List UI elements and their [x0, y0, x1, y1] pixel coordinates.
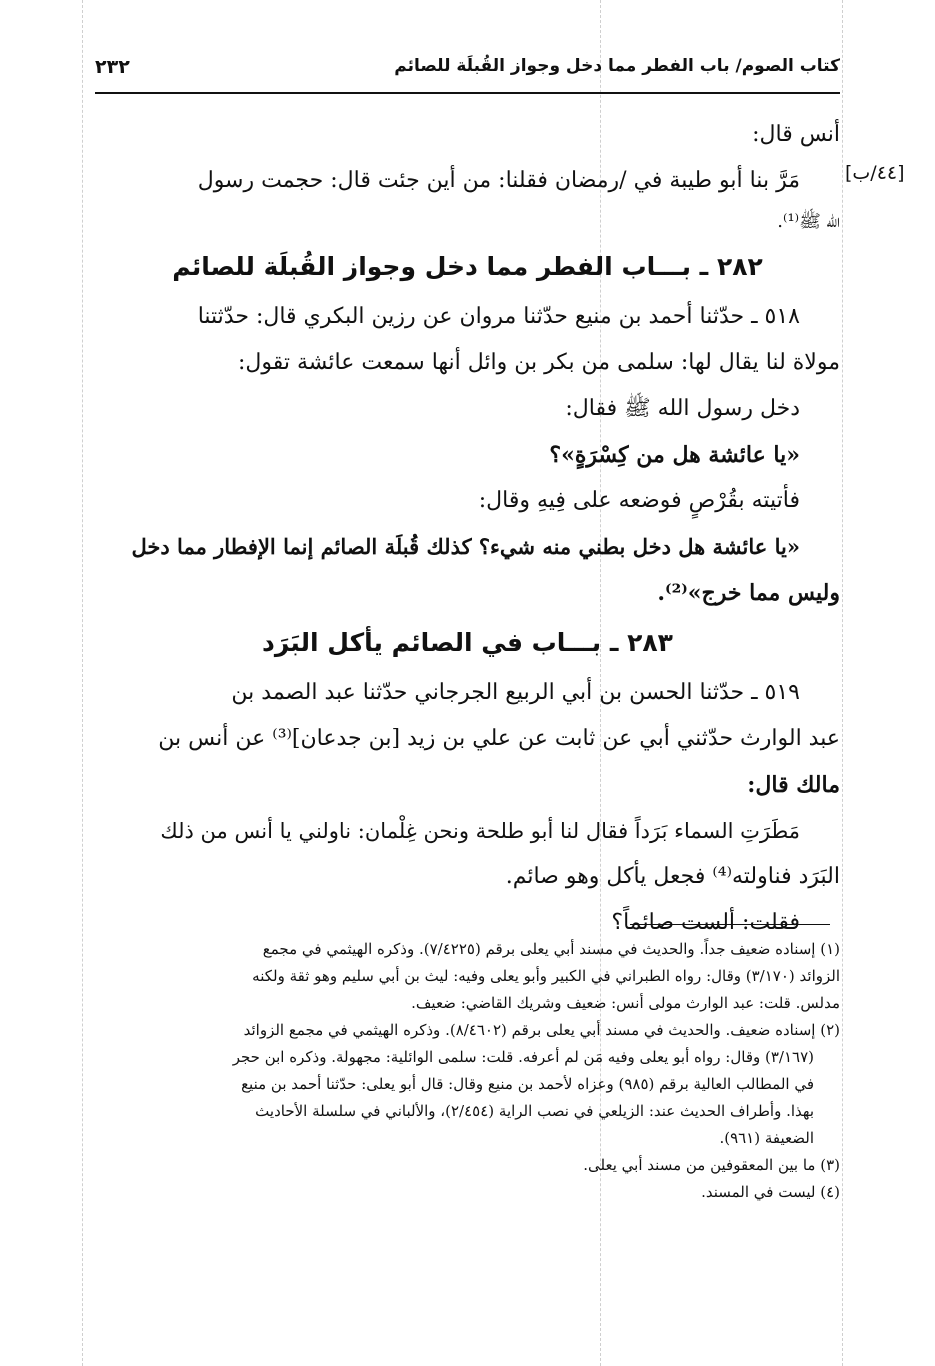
hadith-line: مولاة لنا يقال لها: سلمى من بكر بن وائل أنها سمعت عائشة تقول: [237, 350, 840, 375]
footnote-2 [95, 1017, 840, 1152]
scan-guide-line [82, 0, 83, 1366]
hadith-quote: «يا عائشة هل دخل بطني منه شيء؟ كذلك قُبلَة الصائم إنما الإفطار مما دخل [131, 534, 800, 559]
text-line: مَرَّ بنا أبو طيبة في /رمضان فقلنا: من أين جئت قال: حجمت رسول [197, 168, 800, 193]
page-number: ٢٣٢ [95, 56, 130, 78]
footnote-line: (٢) إسناده ضعيف. والحديث في مسند أبي يعلى برقم (٨/٤٦٠٢). وذكره الهيثمي في مجمع الزوائد [243, 1021, 840, 1039]
footnote-1 [95, 936, 840, 1017]
text-line: الله ﷺ⁽¹⁾. [777, 211, 840, 232]
scan-guide-line [842, 0, 843, 1366]
footnote-line: (١) إسناده ضعيف جداً. والحديث في مسند أبي يعلى برقم (٧/٤٢٢٥). وذكره الهيثمي في مجمع [262, 940, 840, 958]
footnote-line: الزوائد (٣/١٧٠) وقال: رواه الطبراني في الكبير وأبو يعلى وفيه: ليث بن أبي سليم وهو ثقة ولكنه [252, 967, 840, 985]
hadith-line: ٥١٨ ـ حدّثنا أحمد بن منيع حدّثنا مروان عن رزين البكري قال: حدّثتنا [197, 304, 800, 329]
hadith-line: البَرَد فناولته⁽⁴⁾ فجعل يأكل وهو صائم. [505, 864, 840, 889]
hadith-line: فأتيته بقُرْصٍ فوضعه على فِيهِ وقال: [478, 488, 800, 513]
chapter-heading: ٢٨٢ ـ بـــاب الفطر مما دخل وجواز القُبلَة للصائم [172, 252, 763, 281]
footnote-line: (٣/١٦٧) وقال: رواه أبو يعلى وفيه مَن لم أعرفه. قلت: سلمى الوائلية: مجهولة. وذكره ابن حجر [232, 1048, 814, 1066]
hadith-line: عبد الوارث حدّثني أبي عن ثابت عن علي بن زيد [بن جدعان]⁽³⁾ عن أنس بن [158, 726, 840, 751]
footnote-3: (٣) ما بين المعقوفين من مسند أبي يعلى. [583, 1156, 840, 1174]
running-header [95, 52, 840, 94]
header-title: كتاب الصوم/ باب الفطر مما دخل وجواز القُبلَة للصائم [394, 56, 840, 76]
main-text [95, 112, 840, 946]
footnote-4: (٤) ليست في المسند. [701, 1183, 840, 1201]
footnote-line: بهذا. وأطراف الحديث عند: الزيلعي في نصب الراية (٢/٤٥٤)، والألباني في سلسلة الأحاديث [255, 1102, 814, 1120]
text-line: أنس قال: [752, 122, 840, 147]
footnote-line: الضعيفة (٩٦١). [719, 1129, 814, 1147]
footnote-line: في المطالب العالية برقم (٩٨٥) وعزاه لأحمد بن منيع وقال: قال أبو يعلى: حدّثنا أحمد بن منيع [241, 1075, 814, 1093]
hadith-line: فقلت: ألست صائماً؟ [611, 910, 800, 935]
hadith-line: مَطَرَتِ السماء بَرَداً فقال لنا أبو طلحة ونحن غِلْمان: ناولني يا أنس من ذلك [160, 819, 800, 843]
hadith-line: ٥١٩ ـ حدّثنا الحسن بن أبي الربيع الجرجاني حدّثنا عبد الصمد بن [231, 680, 800, 705]
hadith-quote: وليس مما خرج»⁽²⁾. [657, 580, 840, 606]
chapter-heading: ٢٨٣ ـ بـــاب في الصائم يأكل البَرَد [262, 628, 673, 657]
hadith-line: دخل رسول الله ﷺ فقال: [565, 396, 800, 421]
footnotes [95, 936, 840, 1206]
margin-folio-marker: [٤٤/ب] [845, 162, 905, 184]
hadith-quote: «يا عائشة هل من كِسْرَةٍ»؟ [549, 442, 800, 468]
footnote-separator [630, 924, 830, 925]
footnote-line: مدلس. قلت: عبد الوارث مولى أنس: ضعيف وشريك القاضي: ضعيف. [411, 994, 840, 1012]
hadith-line: مالك قال: [747, 772, 840, 798]
